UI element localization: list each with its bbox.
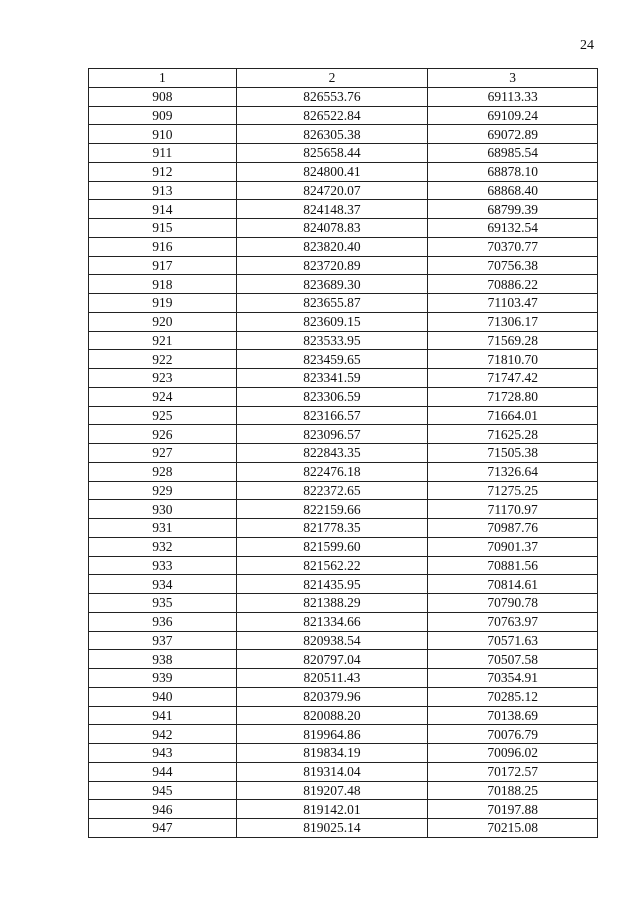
y-coordinate-cell: 69113.33 xyxy=(428,87,598,106)
table-row xyxy=(89,181,598,200)
x-coordinate-cell: 823609.15 xyxy=(236,312,428,331)
point-number-cell: 928 xyxy=(89,462,237,481)
table-row xyxy=(89,87,598,106)
y-coordinate-cell: 70197.88 xyxy=(428,800,598,819)
point-number-cell: 925 xyxy=(89,406,237,425)
x-coordinate-cell: 823306.59 xyxy=(236,387,428,406)
x-coordinate-cell: 819834.19 xyxy=(236,744,428,763)
table-row xyxy=(89,687,598,706)
point-number-cell: 931 xyxy=(89,519,237,538)
y-coordinate-cell: 70172.57 xyxy=(428,762,598,781)
point-number-cell: 946 xyxy=(89,800,237,819)
y-coordinate-cell: 70096.02 xyxy=(428,744,598,763)
table-row xyxy=(89,144,598,163)
point-number-cell: 919 xyxy=(89,294,237,313)
point-number-cell: 934 xyxy=(89,575,237,594)
table-row xyxy=(89,537,598,556)
y-coordinate-cell: 70354.91 xyxy=(428,669,598,688)
point-number-cell: 909 xyxy=(89,106,237,125)
y-coordinate-cell: 70285.12 xyxy=(428,687,598,706)
column-header-1: 1 xyxy=(89,69,237,88)
x-coordinate-cell: 821435.95 xyxy=(236,575,428,594)
table-row xyxy=(89,781,598,800)
x-coordinate-cell: 819142.01 xyxy=(236,800,428,819)
y-coordinate-cell: 70790.78 xyxy=(428,594,598,613)
y-coordinate-cell: 68799.39 xyxy=(428,200,598,219)
point-number-cell: 936 xyxy=(89,612,237,631)
x-coordinate-cell: 821334.66 xyxy=(236,612,428,631)
table-row xyxy=(89,725,598,744)
x-coordinate-cell: 823655.87 xyxy=(236,294,428,313)
point-number-cell: 947 xyxy=(89,819,237,838)
point-number-cell: 921 xyxy=(89,331,237,350)
point-number-cell: 913 xyxy=(89,181,237,200)
x-coordinate-cell: 821778.35 xyxy=(236,519,428,538)
point-number-cell: 943 xyxy=(89,744,237,763)
table-row xyxy=(89,219,598,238)
x-coordinate-cell: 820379.96 xyxy=(236,687,428,706)
y-coordinate-cell: 70138.69 xyxy=(428,706,598,725)
y-coordinate-cell: 69109.24 xyxy=(428,106,598,125)
point-number-cell: 939 xyxy=(89,669,237,688)
point-number-cell: 910 xyxy=(89,125,237,144)
y-coordinate-cell: 70987.76 xyxy=(428,519,598,538)
y-coordinate-cell: 71810.70 xyxy=(428,350,598,369)
table-row xyxy=(89,631,598,650)
x-coordinate-cell: 820938.54 xyxy=(236,631,428,650)
table-row xyxy=(89,369,598,388)
x-coordinate-cell: 820511.43 xyxy=(236,669,428,688)
point-number-cell: 935 xyxy=(89,594,237,613)
table-row xyxy=(89,125,598,144)
point-number-cell: 918 xyxy=(89,275,237,294)
x-coordinate-cell: 820797.04 xyxy=(236,650,428,669)
y-coordinate-cell: 69072.89 xyxy=(428,125,598,144)
x-coordinate-cell: 824800.41 xyxy=(236,162,428,181)
table-row xyxy=(89,650,598,669)
table-row xyxy=(89,406,598,425)
y-coordinate-cell: 69132.54 xyxy=(428,219,598,238)
x-coordinate-cell: 823720.89 xyxy=(236,256,428,275)
point-number-cell: 942 xyxy=(89,725,237,744)
y-coordinate-cell: 70215.08 xyxy=(428,819,598,838)
y-coordinate-cell: 70756.38 xyxy=(428,256,598,275)
point-number-cell: 927 xyxy=(89,444,237,463)
y-coordinate-cell: 70901.37 xyxy=(428,537,598,556)
point-number-cell: 944 xyxy=(89,762,237,781)
x-coordinate-cell: 823166.57 xyxy=(236,406,428,425)
y-coordinate-cell: 70814.61 xyxy=(428,575,598,594)
x-coordinate-cell: 820088.20 xyxy=(236,706,428,725)
y-coordinate-cell: 71275.25 xyxy=(428,481,598,500)
table-row xyxy=(89,462,598,481)
table-row xyxy=(89,312,598,331)
y-coordinate-cell: 71625.28 xyxy=(428,425,598,444)
x-coordinate-cell: 826553.76 xyxy=(236,87,428,106)
x-coordinate-cell: 821599.60 xyxy=(236,537,428,556)
table-row xyxy=(89,800,598,819)
point-number-cell: 912 xyxy=(89,162,237,181)
table-row xyxy=(89,744,598,763)
table-row xyxy=(89,237,598,256)
x-coordinate-cell: 823689.30 xyxy=(236,275,428,294)
x-coordinate-cell: 821562.22 xyxy=(236,556,428,575)
table-row xyxy=(89,350,598,369)
x-coordinate-cell: 826305.38 xyxy=(236,125,428,144)
y-coordinate-cell: 71747.42 xyxy=(428,369,598,388)
table-row xyxy=(89,706,598,725)
y-coordinate-cell: 70881.56 xyxy=(428,556,598,575)
point-number-cell: 929 xyxy=(89,481,237,500)
point-number-cell: 945 xyxy=(89,781,237,800)
x-coordinate-cell: 822843.35 xyxy=(236,444,428,463)
table-row xyxy=(89,481,598,500)
table-row xyxy=(89,669,598,688)
point-number-cell: 915 xyxy=(89,219,237,238)
table-row xyxy=(89,444,598,463)
point-number-cell: 940 xyxy=(89,687,237,706)
point-number-cell: 911 xyxy=(89,144,237,163)
x-coordinate-cell: 823341.59 xyxy=(236,369,428,388)
table-row xyxy=(89,500,598,519)
x-coordinate-cell: 823459.65 xyxy=(236,350,428,369)
x-coordinate-cell: 822159.66 xyxy=(236,500,428,519)
y-coordinate-cell: 71170.97 xyxy=(428,500,598,519)
x-coordinate-cell: 824720.07 xyxy=(236,181,428,200)
point-number-cell: 923 xyxy=(89,369,237,388)
x-coordinate-cell: 823096.57 xyxy=(236,425,428,444)
x-coordinate-cell: 819025.14 xyxy=(236,819,428,838)
x-coordinate-cell: 822476.18 xyxy=(236,462,428,481)
y-coordinate-cell: 70763.97 xyxy=(428,612,598,631)
table-row xyxy=(89,519,598,538)
table-row xyxy=(89,594,598,613)
y-coordinate-cell: 70571.63 xyxy=(428,631,598,650)
x-coordinate-cell: 825658.44 xyxy=(236,144,428,163)
y-coordinate-cell: 71664.01 xyxy=(428,406,598,425)
table-body xyxy=(89,87,598,837)
point-number-cell: 917 xyxy=(89,256,237,275)
x-coordinate-cell: 824148.37 xyxy=(236,200,428,219)
y-coordinate-cell: 71326.64 xyxy=(428,462,598,481)
table-row xyxy=(89,762,598,781)
point-number-cell: 938 xyxy=(89,650,237,669)
table-row xyxy=(89,256,598,275)
y-coordinate-cell: 71569.28 xyxy=(428,331,598,350)
column-header-3: 3 xyxy=(428,69,598,88)
table-row xyxy=(89,612,598,631)
table-row xyxy=(89,200,598,219)
point-number-cell: 920 xyxy=(89,312,237,331)
table-row xyxy=(89,106,598,125)
point-number-cell: 930 xyxy=(89,500,237,519)
column-header-2: 2 xyxy=(236,69,428,88)
y-coordinate-cell: 70886.22 xyxy=(428,275,598,294)
x-coordinate-cell: 823820.40 xyxy=(236,237,428,256)
y-coordinate-cell: 71306.17 xyxy=(428,312,598,331)
table-row xyxy=(89,387,598,406)
table-row xyxy=(89,162,598,181)
x-coordinate-cell: 822372.65 xyxy=(236,481,428,500)
point-number-cell: 914 xyxy=(89,200,237,219)
table-row xyxy=(89,331,598,350)
point-number-cell: 933 xyxy=(89,556,237,575)
y-coordinate-cell: 70076.79 xyxy=(428,725,598,744)
point-number-cell: 941 xyxy=(89,706,237,725)
y-coordinate-cell: 68878.10 xyxy=(428,162,598,181)
x-coordinate-cell: 826522.84 xyxy=(236,106,428,125)
y-coordinate-cell: 68868.40 xyxy=(428,181,598,200)
x-coordinate-cell: 819207.48 xyxy=(236,781,428,800)
point-number-cell: 916 xyxy=(89,237,237,256)
y-coordinate-cell: 70370.77 xyxy=(428,237,598,256)
table-row xyxy=(89,425,598,444)
point-number-cell: 926 xyxy=(89,425,237,444)
table-row xyxy=(89,556,598,575)
point-number-cell: 937 xyxy=(89,631,237,650)
table-row xyxy=(89,275,598,294)
table-row xyxy=(89,575,598,594)
y-coordinate-cell: 71103.47 xyxy=(428,294,598,313)
y-coordinate-cell: 68985.54 xyxy=(428,144,598,163)
y-coordinate-cell: 71728.80 xyxy=(428,387,598,406)
point-number-cell: 924 xyxy=(89,387,237,406)
table-row xyxy=(89,819,598,838)
x-coordinate-cell: 824078.83 xyxy=(236,219,428,238)
y-coordinate-cell: 70507.58 xyxy=(428,650,598,669)
page-number: 24 xyxy=(580,38,594,53)
x-coordinate-cell: 819314.04 xyxy=(236,762,428,781)
table-row xyxy=(89,294,598,313)
table-header-row xyxy=(89,69,598,88)
x-coordinate-cell: 819964.86 xyxy=(236,725,428,744)
point-number-cell: 932 xyxy=(89,537,237,556)
y-coordinate-cell: 71505.38 xyxy=(428,444,598,463)
x-coordinate-cell: 821388.29 xyxy=(236,594,428,613)
point-number-cell: 908 xyxy=(89,87,237,106)
y-coordinate-cell: 70188.25 xyxy=(428,781,598,800)
point-number-cell: 922 xyxy=(89,350,237,369)
coordinates-table xyxy=(88,68,598,838)
x-coordinate-cell: 823533.95 xyxy=(236,331,428,350)
